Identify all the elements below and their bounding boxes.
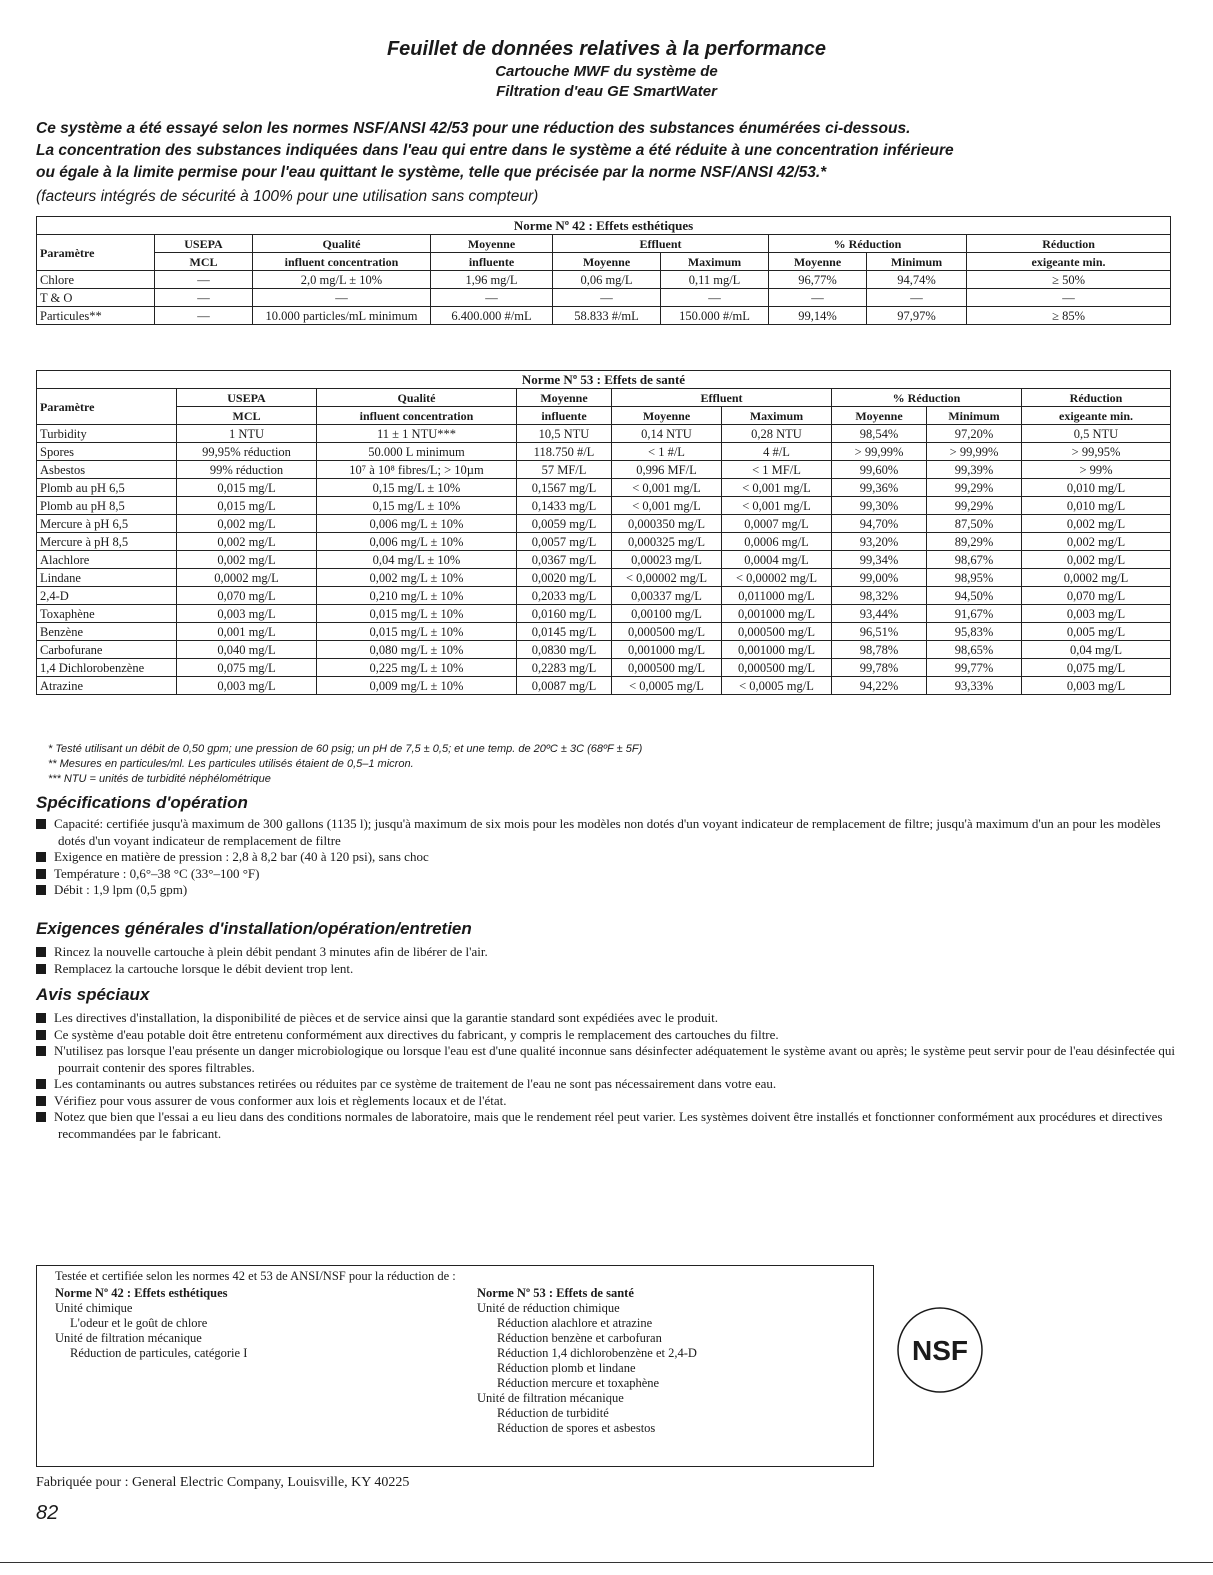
table-cell: 98,78% (832, 641, 927, 659)
square-bullet-icon (36, 819, 46, 829)
table-cell: 0,002 mg/L (1022, 533, 1171, 551)
list-item (36, 816, 1176, 849)
table-cell: 0,28 NTU (722, 425, 832, 443)
footnote-1: * Testé utilisant un débit de 0,50 gpm; une pression de 60 psig; un pH de 7,5 ± 0,5; et une temp. de 20ºC ± 3C (68ºF ± 5F) (48, 743, 643, 755)
table-row (37, 551, 1171, 569)
footnote-2: ** Mesures en particules/ml. Les particules utilisés étaient de 0,5–1 micron. (48, 758, 414, 770)
row-parameter: Plomb au pH 8,5 (37, 497, 177, 515)
table-cell: 0,040 mg/L (177, 641, 317, 659)
table-row (37, 497, 1171, 515)
table-cell: — (769, 289, 867, 307)
square-bullet-icon (36, 869, 46, 879)
table-cell: 0,00100 mg/L (612, 605, 722, 623)
header-param: Paramètre (37, 235, 155, 271)
table-cell: 98,65% (927, 641, 1022, 659)
table-cell: — (867, 289, 967, 307)
table-cell: 0,006 mg/L ± 10% (317, 533, 517, 551)
list-item (36, 866, 1176, 883)
table-cell: 0,000500 mg/L (612, 623, 722, 641)
table-row (37, 289, 1171, 307)
table-cell: < 1 #/L (612, 443, 722, 461)
table-cell: 0,210 mg/L ± 10% (317, 587, 517, 605)
header-effluent: Effluent (553, 235, 769, 253)
table-cell: — (553, 289, 661, 307)
table-cell: 0,015 mg/L (177, 479, 317, 497)
footnote-3: *** NTU = unités de turbidité néphélométrique (48, 773, 271, 785)
square-bullet-icon (36, 1046, 46, 1056)
table-cell: > 99,99% (832, 443, 927, 461)
row-parameter: Lindane (37, 569, 177, 587)
table-row (37, 569, 1171, 587)
table-cell: 0,002 mg/L (1022, 515, 1171, 533)
bottom-rule (0, 1562, 1213, 1563)
table-cell: 99,39% (927, 461, 1022, 479)
certification-line: Réduction de turbidité (497, 1406, 609, 1420)
table-cell: 1,96 mg/L (431, 271, 553, 289)
certification-right-column (477, 1286, 697, 1436)
table-cell: 1 NTU (177, 425, 317, 443)
table-cell: — (155, 289, 253, 307)
list-item (36, 1109, 1176, 1142)
table-cell: 0,0160 mg/L (517, 605, 612, 623)
list-item-text: Notez que bien que l'essai a eu lieu dans des conditions normales de laboratoire, mais que le rendement réel peut varier. Les systèmes doivent être installés et fonctionner conformément aux procédures et directives recommandées par le fabricant. (54, 1109, 1163, 1141)
header-red-min: Minimum (927, 407, 1022, 425)
table-cell: < 0,00002 mg/L (612, 569, 722, 587)
header-reduction-req: Réduction (1022, 389, 1171, 407)
table-cell: 97,97% (867, 307, 967, 325)
list-item-text: Capacité: certifiée jusqu'à maximum de 300 gallons (1135 l); jusqu'à maximum de six mois pour les modèles non dotés d'un voyant indicateur de remplacement de filtre; jusqu'à maximum d'un an pour les modèles dotés d'un voyant indicateur de remplacement de filtre (54, 816, 1161, 848)
table-cell: 0,003 mg/L (177, 605, 317, 623)
square-bullet-icon (36, 1079, 46, 1089)
certification-line: Unité chimique (55, 1301, 133, 1315)
list-item (36, 849, 1176, 866)
table-cell: 0,04 mg/L ± 10% (317, 551, 517, 569)
list-item-text: Débit : 1,9 lpm (0,5 gpm) (54, 882, 188, 897)
table-cell: 94,70% (832, 515, 927, 533)
header-red-moy: Moyenne (769, 253, 867, 271)
list-item-text: N'utilisez pas lorsque l'eau présente un danger microbiologique ou lorsque l'eau est d'une qualité inconnue sans désinfecter adéquatement le système avant ou après; le système peut servir pour de l'eau désinfectée qui pourrait contenir des spores filtrables. (54, 1043, 1176, 1075)
header-reduction-req: Réduction (967, 235, 1171, 253)
table-cell: 0,002 mg/L (177, 551, 317, 569)
table-cell: 0,002 mg/L (177, 533, 317, 551)
row-parameter: Mercure à pH 6,5 (37, 515, 177, 533)
header-eff-max: Maximum (661, 253, 769, 271)
table-cell: 0,000350 mg/L (612, 515, 722, 533)
table-cell: 50.000 L minimum (317, 443, 517, 461)
table-cell: 89,29% (927, 533, 1022, 551)
table-cell: 0,04 mg/L (1022, 641, 1171, 659)
table-cell: < 0,00002 mg/L (722, 569, 832, 587)
header-reduction: % Réduction (769, 235, 967, 253)
table-cell: 0,0002 mg/L (177, 569, 317, 587)
header-red-moy: Moyenne (832, 407, 927, 425)
table-cell: 98,95% (927, 569, 1022, 587)
table-cell: 0,009 mg/L ± 10% (317, 677, 517, 695)
table-cell: 99,77% (927, 659, 1022, 677)
header-influente: influente (431, 253, 553, 271)
intro-line-2: La concentration des substances indiquées dans l'eau qui entre dans le système a été réduite à une concentration inférieure (36, 142, 954, 159)
table-cell: — (155, 307, 253, 325)
table-cell: 0,0006 mg/L (722, 533, 832, 551)
square-bullet-icon (36, 852, 46, 862)
list-item (36, 961, 1176, 978)
table-cell: 0,0087 mg/L (517, 677, 612, 695)
row-parameter: Chlore (37, 271, 155, 289)
table-cell: 0,0057 mg/L (517, 533, 612, 551)
table-cell: 95,83% (927, 623, 1022, 641)
page-number: 82 (36, 1502, 59, 1524)
row-parameter: 2,4-D (37, 587, 177, 605)
row-parameter: T & O (37, 289, 155, 307)
specifications-list (36, 816, 1176, 899)
table-cell: 91,67% (927, 605, 1022, 623)
table-cell: 0,14 NTU (612, 425, 722, 443)
certification-line: L'odeur et le goût de chlore (70, 1316, 208, 1330)
list-item-text: Rincez la nouvelle cartouche à plein débit pendant 3 minutes afin de libérer de l'air. (54, 944, 488, 959)
table-cell: 93,33% (927, 677, 1022, 695)
table-cell: 96,77% (769, 271, 867, 289)
table-cell: 118.750 #/L (517, 443, 612, 461)
table-cell: 0,2033 mg/L (517, 587, 612, 605)
table-cell: 99% réduction (177, 461, 317, 479)
table-row (37, 533, 1171, 551)
header-usepa: USEPA (155, 235, 253, 253)
header-exigeante: exigeante min. (967, 253, 1171, 271)
left-column-title: Norme Nº 42 : Effets esthétiques (55, 1286, 228, 1300)
table-cell: 0,011000 mg/L (722, 587, 832, 605)
list-item-text: Température : 0,6°–38 °C (33°–100 °F) (54, 865, 260, 881)
table-cell: < 0,0005 mg/L (612, 677, 722, 695)
row-parameter: Mercure à pH 8,5 (37, 533, 177, 551)
list-item (36, 1043, 1176, 1076)
row-parameter: Spores (37, 443, 177, 461)
table-cell: 0,070 mg/L (1022, 587, 1171, 605)
table-row (37, 515, 1171, 533)
table-cell: 10.000 particles/mL minimum (253, 307, 431, 325)
table-cell: — (253, 289, 431, 307)
table-cell: 99,29% (927, 479, 1022, 497)
table-cell: 0,001000 mg/L (722, 641, 832, 659)
table-cell: 0,2283 mg/L (517, 659, 612, 677)
table-cell: 0,015 mg/L (177, 497, 317, 515)
table-cell: < 0,001 mg/L (722, 479, 832, 497)
table-cell: 87,50% (927, 515, 1022, 533)
table-cell: 0,075 mg/L (177, 659, 317, 677)
header-red-min: Minimum (867, 253, 967, 271)
table-row (37, 641, 1171, 659)
header-influent-conc: influent concentration (317, 407, 517, 425)
header-qualite: Qualité (317, 389, 517, 407)
table-cell: ≥ 85% (967, 307, 1171, 325)
table-cell: 98,54% (832, 425, 927, 443)
certification-box (36, 1265, 874, 1467)
table-cell: 97,20% (927, 425, 1022, 443)
table-cell: 98,32% (832, 587, 927, 605)
table-cell: — (155, 271, 253, 289)
table-cell: 0,010 mg/L (1022, 497, 1171, 515)
square-bullet-icon (36, 1096, 46, 1106)
table-cell: 99,95% réduction (177, 443, 317, 461)
table-cell: 150.000 #/mL (661, 307, 769, 325)
table-cell: 93,20% (832, 533, 927, 551)
table-53-caption: Norme Nº 53 : Effets de santé (37, 371, 1171, 389)
header-param: Paramètre (37, 389, 177, 425)
table-row (37, 623, 1171, 641)
table-cell: 0,015 mg/L ± 10% (317, 623, 517, 641)
table-cell: 0,002 mg/L (177, 515, 317, 533)
section-title-avis: Avis spéciaux (36, 985, 150, 1004)
table-cell: 0,15 mg/L ± 10% (317, 497, 517, 515)
row-parameter: Carbofurane (37, 641, 177, 659)
table-cell: 0,005 mg/L (1022, 623, 1171, 641)
list-item-text: Ce système d'eau potable doit être entretenu conformément aux directives du fabricant, y compris le remplacement des cartouches du filtre. (54, 1026, 779, 1042)
header-reduction: % Réduction (832, 389, 1022, 407)
row-parameter: Benzène (37, 623, 177, 641)
table-cell: 93,44% (832, 605, 927, 623)
row-parameter: Asbestos (37, 461, 177, 479)
table-cell: 99,34% (832, 551, 927, 569)
table-cell: — (967, 289, 1171, 307)
manufacturer-footer: Fabriquée pour : General Electric Company, Louisville, KY 40225 (36, 1475, 410, 1490)
header-influente: influente (517, 407, 612, 425)
table-cell: 0,0002 mg/L (1022, 569, 1171, 587)
table-cell: — (661, 289, 769, 307)
table-cell: < 0,0005 mg/L (722, 677, 832, 695)
square-bullet-icon (36, 885, 46, 895)
table-row (37, 605, 1171, 623)
table-cell: 0,000500 mg/L (612, 659, 722, 677)
row-parameter: Turbidity (37, 425, 177, 443)
table-cell: 0,0059 mg/L (517, 515, 612, 533)
table-row (37, 425, 1171, 443)
table-cell: 98,67% (927, 551, 1022, 569)
list-item-text: Les contaminants ou autres substances retirées ou réduites par ce système de traitement de l'eau ne sont pas nécessairement dans votre eau. (54, 1076, 777, 1091)
table-cell: 0,010 mg/L (1022, 479, 1171, 497)
certification-line: Unité de filtration mécanique (55, 1331, 202, 1345)
table-cell: 0,015 mg/L ± 10% (317, 605, 517, 623)
certification-header: Testée et certifiée selon les normes 42 et 53 de ANSI/NSF pour la réduction de : (55, 1269, 456, 1283)
certification-line: Réduction alachlore et atrazine (497, 1316, 653, 1330)
certification-left-column (55, 1286, 247, 1361)
table-cell: 99,29% (927, 497, 1022, 515)
table-cell: 10,5 NTU (517, 425, 612, 443)
table-cell: 0,070 mg/L (177, 587, 317, 605)
table-cell: 0,0007 mg/L (722, 515, 832, 533)
table-cell: 57 MF/L (517, 461, 612, 479)
table-cell: 0,11 mg/L (661, 271, 769, 289)
table-cell: 0,001000 mg/L (722, 605, 832, 623)
table-cell: 2,0 mg/L ± 10% (253, 271, 431, 289)
table-cell: 0,002 mg/L ± 10% (317, 569, 517, 587)
table-cell: 0,003 mg/L (177, 677, 317, 695)
table-cell: 94,50% (927, 587, 1022, 605)
certification-line: Réduction benzène et carbofuran (497, 1331, 662, 1345)
table-row (37, 307, 1171, 325)
table-cell: 11 ± 1 NTU*** (317, 425, 517, 443)
table-cell: 99,36% (832, 479, 927, 497)
list-item (36, 882, 1176, 899)
table-cell: 0,080 mg/L ± 10% (317, 641, 517, 659)
table-cell: 0,000500 mg/L (722, 659, 832, 677)
table-cell: 0,225 mg/L ± 10% (317, 659, 517, 677)
table-cell: 0,15 mg/L ± 10% (317, 479, 517, 497)
row-parameter: Particules** (37, 307, 155, 325)
table-cell: 99,30% (832, 497, 927, 515)
header-exigeante: exigeante min. (1022, 407, 1171, 425)
table-cell: 99,00% (832, 569, 927, 587)
table-cell: > 99% (1022, 461, 1171, 479)
nsf-logo-icon (895, 1305, 985, 1395)
table-cell: ≥ 50% (967, 271, 1171, 289)
table-cell: 0,996 MF/L (612, 461, 722, 479)
header-mcl: MCL (155, 253, 253, 271)
square-bullet-icon (36, 1013, 46, 1023)
header-moyenne: Moyenne (431, 235, 553, 253)
table-cell: 0,0004 mg/L (722, 551, 832, 569)
row-parameter: Atrazine (37, 677, 177, 695)
list-item (36, 1093, 1176, 1110)
table-cell: 96,51% (832, 623, 927, 641)
table-cell: 4 #/L (722, 443, 832, 461)
list-item-text: Vérifiez pour vous assurer de vous conformer aux lois et règlements locaux et de l'état. (54, 1092, 507, 1108)
table-cell: 99,60% (832, 461, 927, 479)
square-bullet-icon (36, 947, 46, 957)
table-cell: < 0,001 mg/L (612, 479, 722, 497)
certification-line: Unité de filtration mécanique (477, 1391, 624, 1405)
section-title-installation: Exigences générales d'installation/opération/entretien (36, 919, 472, 938)
header-eff-max: Maximum (722, 407, 832, 425)
table-row (37, 677, 1171, 695)
subtitle-line-2: Filtration d'eau GE SmartWater (496, 83, 717, 100)
right-column-title: Norme Nº 53 : Effets de santé (477, 1286, 634, 1300)
row-parameter: Alachlore (37, 551, 177, 569)
certification-line: Réduction 1,4 dichlorobenzène et 2,4-D (497, 1346, 697, 1360)
table-cell: < 0,001 mg/L (722, 497, 832, 515)
table-cell: > 99,99% (927, 443, 1022, 461)
table-cell: 0,001 mg/L (177, 623, 317, 641)
header-moyenne: Moyenne (517, 389, 612, 407)
table-42-caption: Norme Nº 42 : Effets esthétiques (37, 217, 1171, 235)
list-item (36, 1076, 1176, 1093)
table-cell: 0,075 mg/L (1022, 659, 1171, 677)
certification-line: Unité de réduction chimique (477, 1301, 620, 1315)
square-bullet-icon (36, 1030, 46, 1040)
table-cell: 0,5 NTU (1022, 425, 1171, 443)
list-item-text: Les directives d'installation, la disponibilité de pièces et de service ainsi que la garantie standard sont expédiées avec le produit. (54, 1010, 719, 1025)
table-cell: 0,002 mg/L (1022, 551, 1171, 569)
table-cell: 0,00023 mg/L (612, 551, 722, 569)
table-cell: 0,0830 mg/L (517, 641, 612, 659)
list-item-text: Exigence en matière de pression : 2,8 à 8,2 bar (40 à 120 psi), sans choc (54, 849, 429, 864)
table-row (37, 587, 1171, 605)
intro-line-4: (facteurs intégrés de sécurité à 100% pour une utilisation sans compteur) (36, 188, 539, 205)
table-cell: 0,1567 mg/L (517, 479, 612, 497)
square-bullet-icon (36, 964, 46, 974)
certification-line: Réduction mercure et toxaphène (497, 1376, 660, 1390)
table-cell: 58.833 #/mL (553, 307, 661, 325)
table-cell: 94,22% (832, 677, 927, 695)
table-cell: 0,0367 mg/L (517, 551, 612, 569)
installation-list (36, 944, 1176, 977)
table-cell: < 0,001 mg/L (612, 497, 722, 515)
header-usepa: USEPA (177, 389, 317, 407)
table-cell: — (431, 289, 553, 307)
table-norme-42 (36, 216, 1171, 325)
section-title-specifications: Spécifications d'opération (36, 793, 248, 812)
table-row (37, 271, 1171, 289)
certification-line: Réduction de particules, catégorie I (70, 1346, 248, 1360)
certification-line: Réduction de spores et asbestos (497, 1421, 656, 1435)
row-parameter: Toxaphène (37, 605, 177, 623)
certification-line: Réduction plomb et lindane (497, 1361, 636, 1375)
intro-line-1: Ce système a été essayé selon les normes NSF/ANSI 42/53 pour une réduction des substances énumérées ci-dessous. (36, 120, 911, 137)
header-mcl: MCL (177, 407, 317, 425)
square-bullet-icon (36, 1112, 46, 1122)
page-title: Feuillet de données relatives à la performance (386, 38, 827, 60)
intro-line-3: ou égale à la limite permise pour l'eau quittant le système, telle que précisée par la norme NSF/ANSI 42/53.* (36, 164, 827, 181)
header-qualite: Qualité (253, 235, 431, 253)
table-cell: 0,06 mg/L (553, 271, 661, 289)
table-cell: 99,14% (769, 307, 867, 325)
table-cell: 99,78% (832, 659, 927, 677)
list-item-text: Remplacez la cartouche lorsque le débit devient trop lent. (54, 960, 354, 976)
table-cell: 0,006 mg/L ± 10% (317, 515, 517, 533)
row-parameter: Plomb au pH 6,5 (37, 479, 177, 497)
table-cell: 0,0145 mg/L (517, 623, 612, 641)
table-row (37, 443, 1171, 461)
table-row (37, 479, 1171, 497)
table-cell: 94,74% (867, 271, 967, 289)
list-item (36, 1010, 1176, 1027)
list-item (36, 944, 1176, 961)
list-item (36, 1027, 1176, 1044)
header-effluent: Effluent (612, 389, 832, 407)
table-cell: 0,000500 mg/L (722, 623, 832, 641)
table-norme-53 (36, 370, 1171, 695)
avis-list (36, 1010, 1176, 1142)
table-cell: < 1 MF/L (722, 461, 832, 479)
table-cell: 0,00337 mg/L (612, 587, 722, 605)
table-cell: 0,000325 mg/L (612, 533, 722, 551)
row-parameter: 1,4 Dichlorobenzène (37, 659, 177, 677)
table-cell: 0,1433 mg/L (517, 497, 612, 515)
header-influent-conc: influent concentration (253, 253, 431, 271)
table-cell: 0,001000 mg/L (612, 641, 722, 659)
table-cell: 6.400.000 #/mL (431, 307, 553, 325)
table-cell: 0,0020 mg/L (517, 569, 612, 587)
header-eff-moy: Moyenne (553, 253, 661, 271)
table-cell: 0,003 mg/L (1022, 605, 1171, 623)
nsf-logo-text: NSF (912, 1335, 968, 1366)
table-row (37, 659, 1171, 677)
table-cell: > 99,95% (1022, 443, 1171, 461)
table-row (37, 461, 1171, 479)
table-cell: 0,003 mg/L (1022, 677, 1171, 695)
header-eff-moy: Moyenne (612, 407, 722, 425)
table-cell: 10⁷ à 10⁸ fibres/L; > 10µm (317, 461, 517, 479)
subtitle-line-1: Cartouche MWF du système de (495, 63, 718, 80)
